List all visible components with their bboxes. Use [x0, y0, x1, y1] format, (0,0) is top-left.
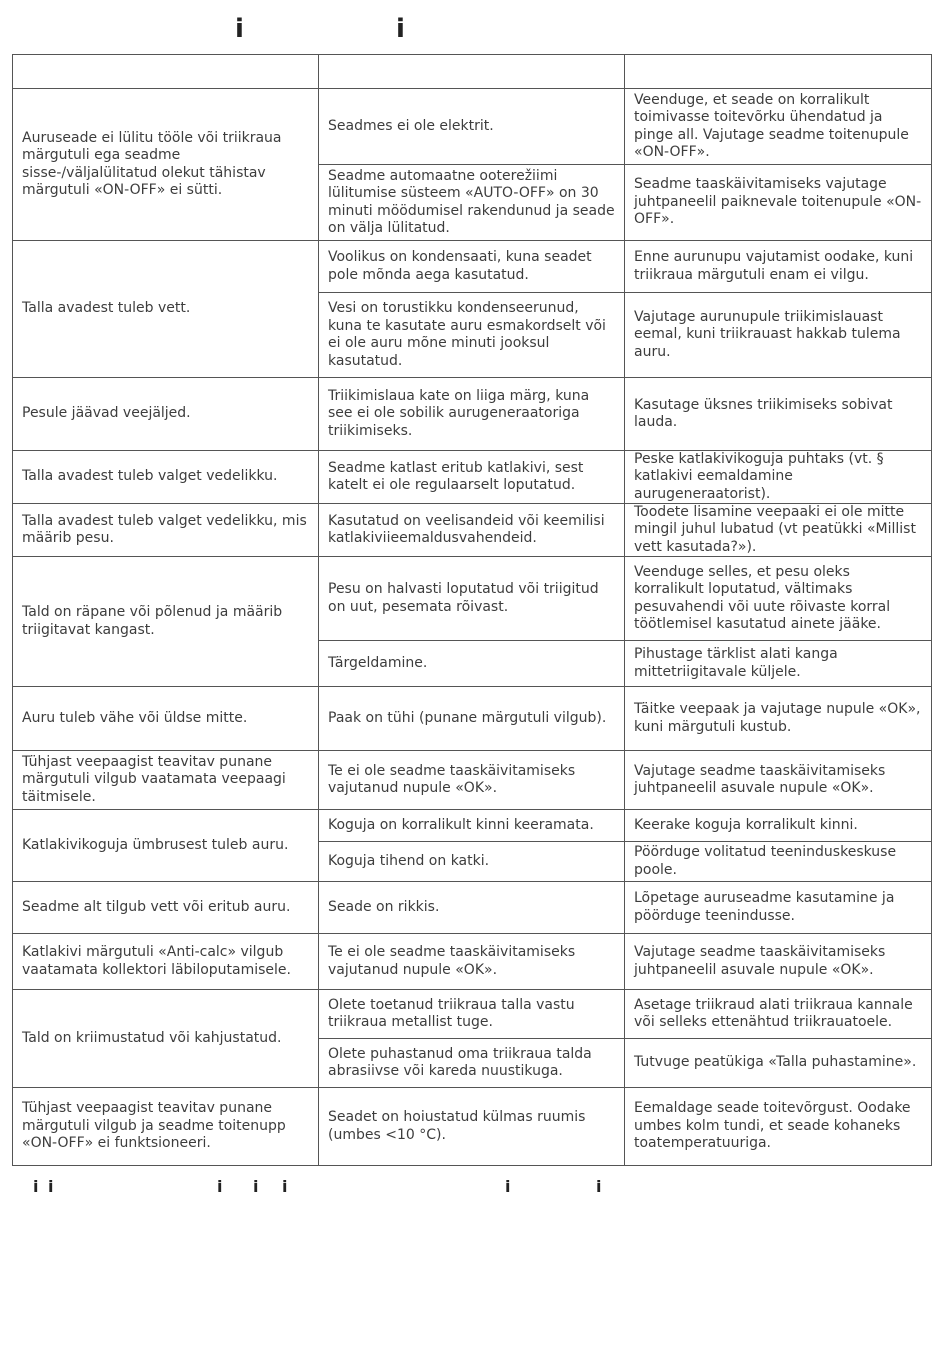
solution-cell: Lõpetage auruseadme kasutamine ja pöörduge teenindusse.	[625, 882, 932, 934]
footer-fragment: i	[505, 1177, 511, 1196]
problem-cell: Auruseade ei lülitu tööle või triikraua märgutuli ega seadme sisse-/väljalülitatud olekut tähistav märgutuli «ON-OFF» ei sütti.	[13, 89, 319, 241]
page-heading-fragment: i	[396, 14, 405, 44]
cause-cell: Voolikus on kondensaati, kuna seadet pole mõnda aega kasutatud.	[319, 241, 625, 293]
table-header-solution	[625, 55, 932, 89]
cause-cell: Seadet on hoiustatud külmas ruumis (umbes <10 °C).	[319, 1088, 625, 1166]
solution-cell: Kasutage üksnes triikimiseks sobivat lauda.	[625, 378, 932, 451]
cause-cell: Triikimislaua kate on liiga märg, kuna see ei ole sobilik aurugeneraatoriga triikimiseks.	[319, 378, 625, 451]
troubleshooting-table	[12, 54, 932, 1166]
cause-cell: Vesi on torustikku kondenseerunud, kuna te kasutate auru esmakordselt või ei ole auru mõne minuti jooksul kasutatud.	[319, 293, 625, 378]
problem-cell: Tald on kriimustatud või kahjustatud.	[13, 990, 319, 1088]
cause-cell: Te ei ole seadme taaskäivitamiseks vajutanud nupule «OK».	[319, 934, 625, 990]
footer-fragment: i	[48, 1177, 54, 1196]
cause-cell: Seade on rikkis.	[319, 882, 625, 934]
footer-fragment: i	[33, 1177, 39, 1196]
footer-fragment: i	[253, 1177, 259, 1196]
footer-fragment: i	[596, 1177, 602, 1196]
solution-cell: Tutvuge peatükiga «Talla puhastamine».	[625, 1039, 932, 1088]
problem-cell: Katlakivi märgutuli «Anti-calc» vilgub vaatamata kollektori läbiloputamisele.	[13, 934, 319, 990]
problem-cell: Talla avadest tuleb valget vedelikku, mis määrib pesu.	[13, 504, 319, 557]
cause-cell: Koguja tihend on katki.	[319, 842, 625, 882]
footer-fragment: i	[217, 1177, 223, 1196]
solution-cell: Pihustage tärklist alati kanga mittetriigitavale küljele.	[625, 641, 932, 687]
solution-cell: Enne aurunupu vajutamist oodake, kuni triikraua märgutuli enam ei vilgu.	[625, 241, 932, 293]
problem-cell: Katlakivikoguja ümbrusest tuleb auru.	[13, 810, 319, 882]
cause-cell: Seadme katlast eritub katlakivi, sest katelt ei ole regulaarselt loputatud.	[319, 451, 625, 504]
cause-cell: Paak on tühi (punane märgutuli vilgub).	[319, 687, 625, 751]
cause-cell: Seadmes ei ole elektrit.	[319, 89, 625, 165]
solution-cell: Peske katlakivikoguja puhtaks (vt. § katlakivi eemaldamine aurugeneraatorist).	[625, 451, 932, 504]
problem-cell: Tühjast veepaagist teavitav punane märgutuli vilgub ja seadme toitenupp «ON-OFF» ei funktsioneeri.	[13, 1088, 319, 1166]
page-heading-fragment: i	[235, 14, 244, 44]
footer-fragment: i	[282, 1177, 288, 1196]
solution-cell: Seadme taaskäivitamiseks vajutage juhtpaneelil paiknevale toitenupule «ON-OFF».	[625, 165, 932, 241]
cause-cell: Koguja on korralikult kinni keeramata.	[319, 810, 625, 842]
solution-cell: Vajutage seadme taaskäivitamiseks juhtpaneelil asuvale nupule «OK».	[625, 751, 932, 810]
problem-cell: Talla avadest tuleb valget vedelikku.	[13, 451, 319, 504]
table-header-problem	[13, 55, 319, 89]
solution-cell: Asetage triikraud alati triikraua kannale või selleks ettenähtud triikrauatoele.	[625, 990, 932, 1039]
problem-cell: Tald on räpane või põlenud ja määrib triigitavat kangast.	[13, 557, 319, 687]
problem-cell: Pesule jäävad veejäljed.	[13, 378, 319, 451]
solution-cell: Veenduge, et seade on korralikult toimivasse toitevõrku ühendatud ja pinge all. Vajutage seadme toitenupule «ON-OFF».	[625, 89, 932, 165]
problem-cell: Talla avadest tuleb vett.	[13, 241, 319, 378]
solution-cell: Pöörduge volitatud teeninduskeskuse poole.	[625, 842, 932, 882]
cause-cell: Seadme automaatne ooterežiimi lülitumise süsteem «AUTO-OFF» on 30 minuti möödumisel rakendunud ja seade on välja lülitatud.	[319, 165, 625, 241]
solution-cell: Keerake koguja korralikult kinni.	[625, 810, 932, 842]
cause-cell: Olete toetanud triikraua talla vastu triikraua metallist tuge.	[319, 990, 625, 1039]
cause-cell: Pesu on halvasti loputatud või triigitud on uut, pesemata rõivast.	[319, 557, 625, 641]
solution-cell: Eemaldage seade toitevõrgust. Oodake umbes kolm tundi, et seade kohaneks toatemperatuuriga.	[625, 1088, 932, 1166]
solution-cell: Vajutage seadme taaskäivitamiseks juhtpaneelil asuvale nupule «OK».	[625, 934, 932, 990]
solution-cell: Toodete lisamine veepaaki ei ole mitte mingil juhul lubatud (vt peatükki «Millist vett kasutada?»).	[625, 504, 932, 557]
cause-cell: Kasutatud on veelisandeid või keemilisi katlakiviieemaldusvahendeid.	[319, 504, 625, 557]
problem-cell: Auru tuleb vähe või üldse mitte.	[13, 687, 319, 751]
cause-cell: Tärgeldamine.	[319, 641, 625, 687]
solution-cell: Vajutage aurunupule triikimislauast eemal, kuni triikrauast hakkab tulema auru.	[625, 293, 932, 378]
problem-cell: Tühjast veepaagist teavitav punane märgutuli vilgub vaatamata veepaagi täitmisele.	[13, 751, 319, 810]
cause-cell: Olete puhastanud oma triikraua talda abrasiivse või kareda nuustikuga.	[319, 1039, 625, 1088]
problem-cell: Seadme alt tilgub vett või eritub auru.	[13, 882, 319, 934]
cause-cell: Te ei ole seadme taaskäivitamiseks vajutanud nupule «OK».	[319, 751, 625, 810]
solution-cell: Veenduge selles, et pesu oleks korralikult loputatud, vältimaks pesuvahendi või uute rõivaste korral töötlemisel kasutatud ainete jääke.	[625, 557, 932, 641]
table-header-cause	[319, 55, 625, 89]
solution-cell: Täitke veepaak ja vajutage nupule «OK», kuni märgutuli kustub.	[625, 687, 932, 751]
